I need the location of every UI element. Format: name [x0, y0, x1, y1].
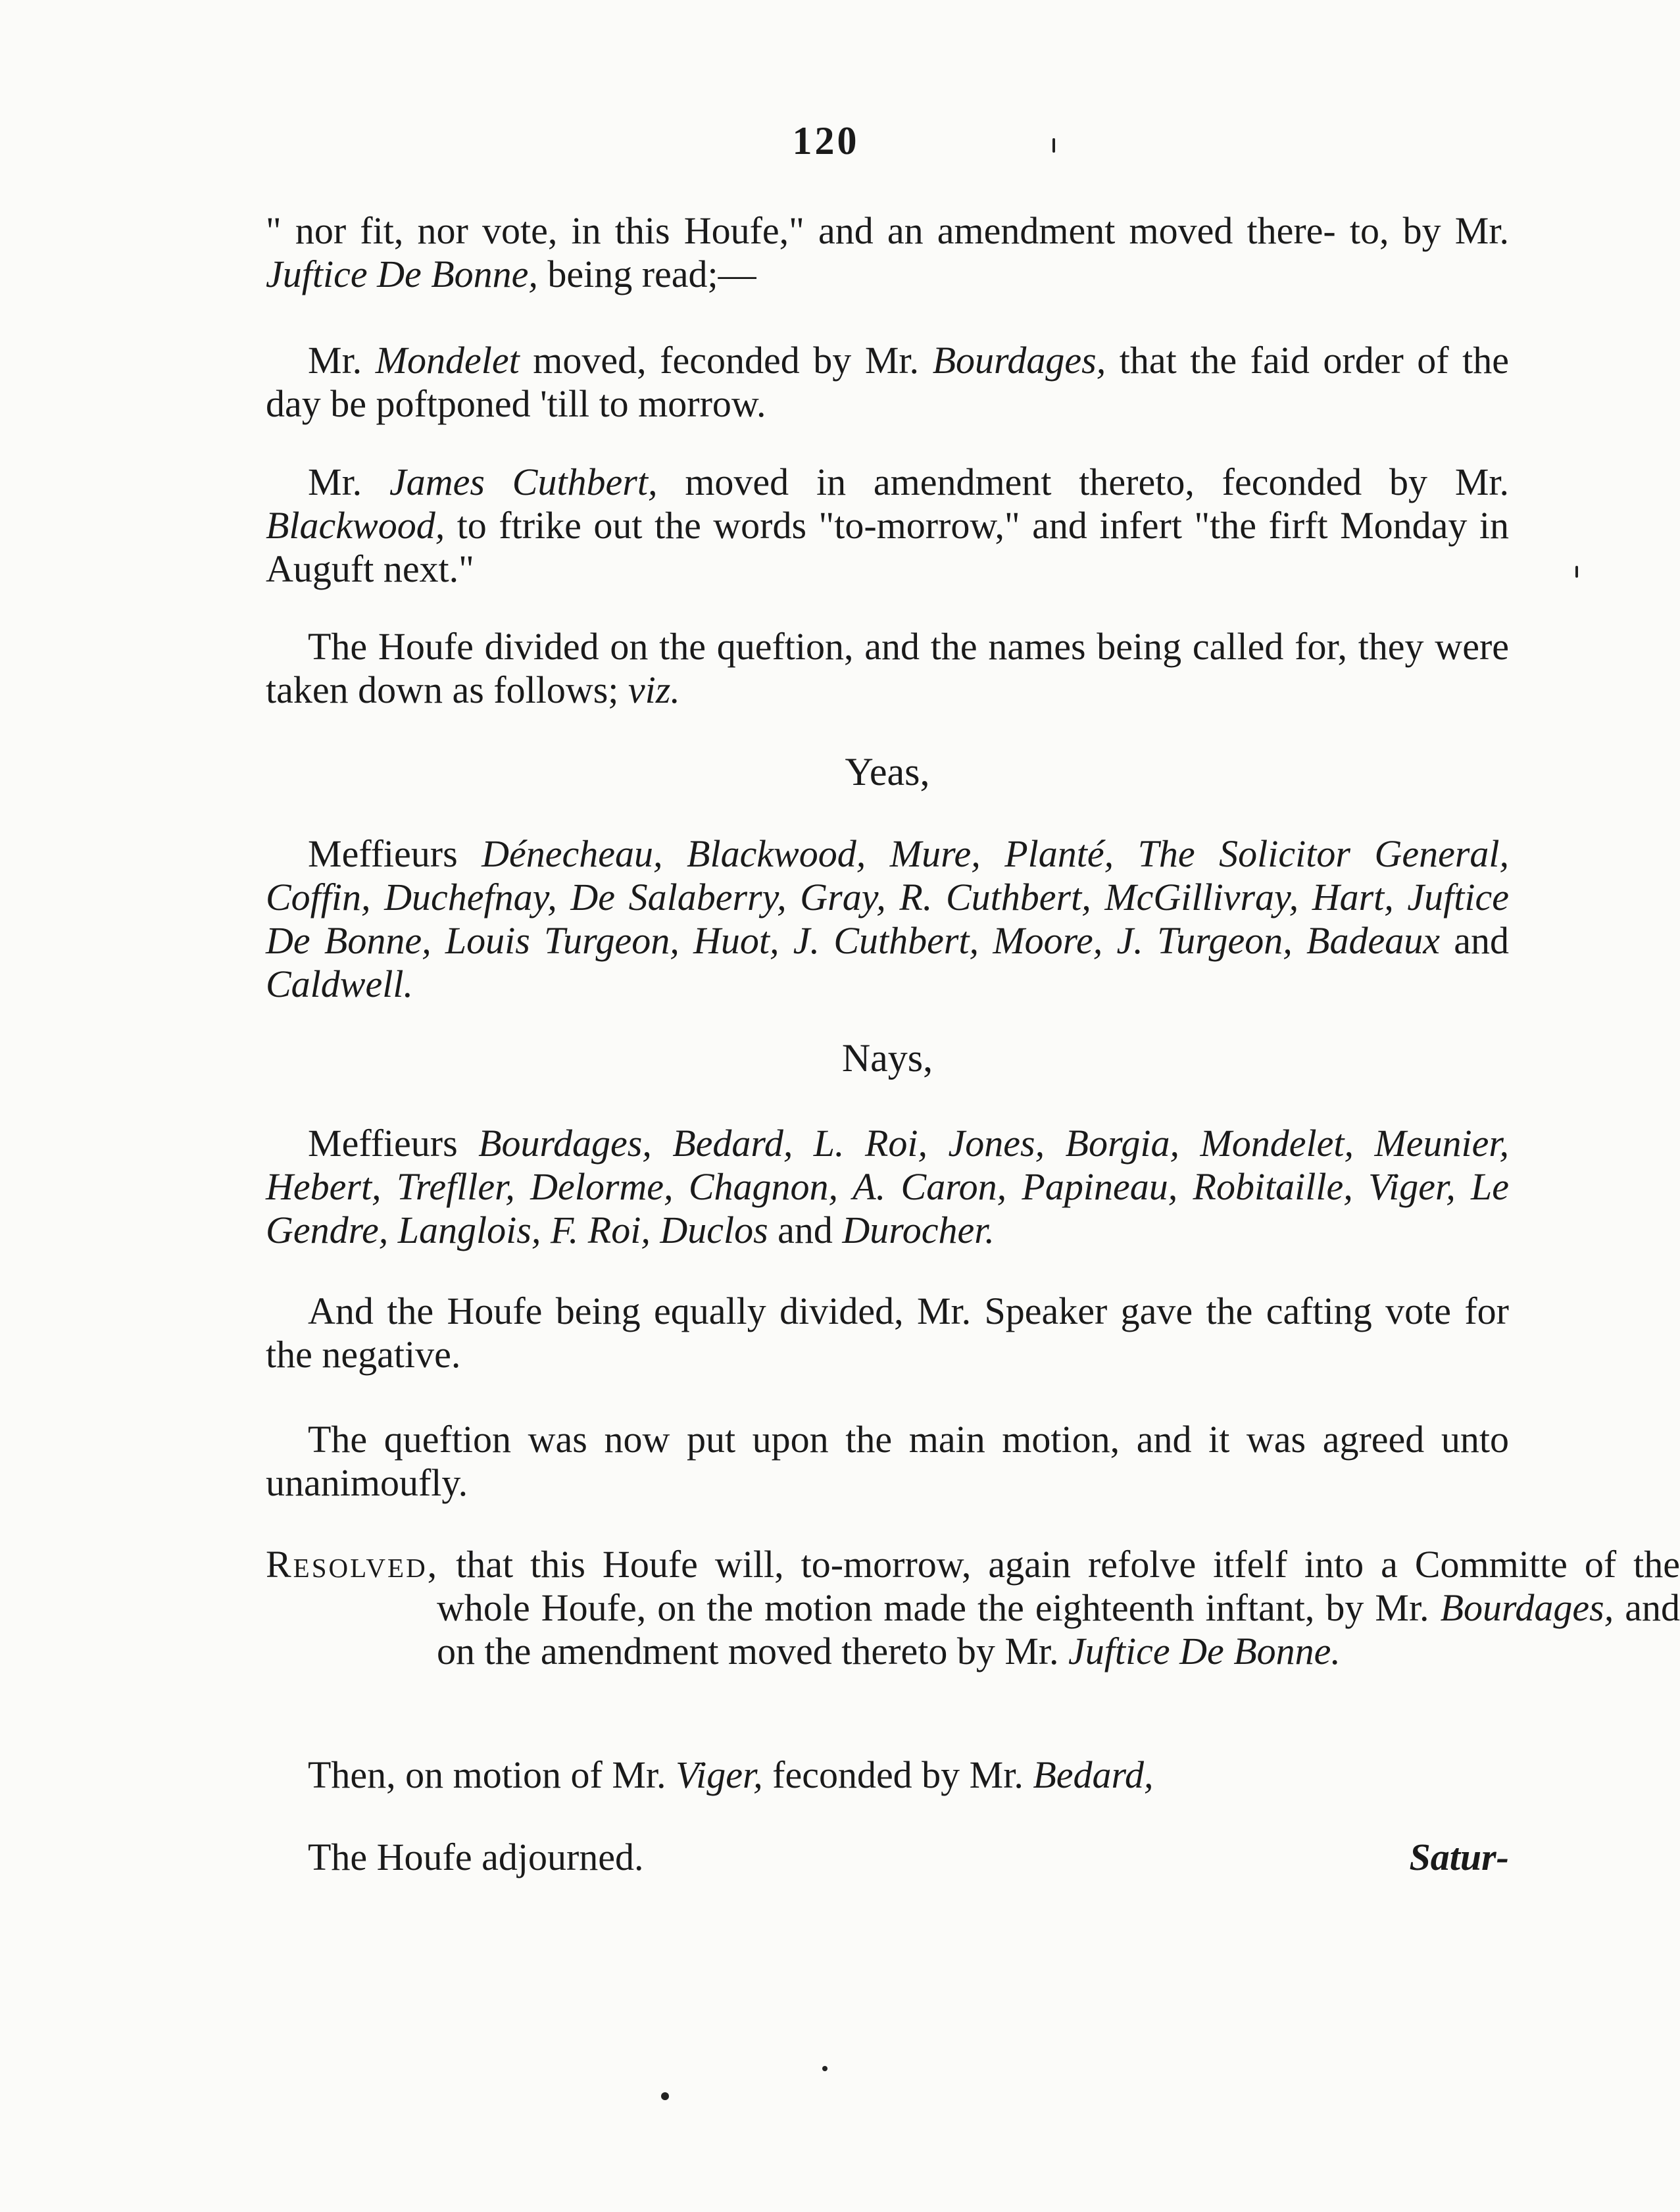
paragraph-main-motion: The queftion was now put upon the main motion, and it was agreed unto unanimoufly.: [266, 1418, 1509, 1504]
ink-speck: [661, 2092, 669, 2100]
italic-name: Durocher.: [842, 1209, 995, 1251]
ink-speck: [822, 2066, 828, 2071]
text-run: to ftrike out the words "to-morrow," and infert "the firft Monday in Auguft next.": [266, 504, 1509, 590]
paragraph-mondelet-motion: [266, 339, 1509, 426]
paragraph-house-divided: [266, 625, 1509, 712]
italic-name: Bourdages,: [932, 339, 1106, 382]
italic-name: Bourdages,: [1440, 1586, 1614, 1629]
text-run: Mr.: [308, 461, 389, 503]
italic-word: viz.: [628, 668, 680, 711]
text-run: moved, feconded by Mr.: [519, 339, 933, 382]
nays-heading: Nays,: [841, 1036, 933, 1080]
resolved-paragraph: [266, 1543, 1680, 1673]
text-run: Mr.: [308, 339, 376, 382]
nays-list: [266, 1122, 1509, 1252]
ink-speck: [1052, 138, 1055, 153]
resolved-heading: Resolved,: [266, 1543, 439, 1586]
italic-name: Viger,: [676, 1753, 763, 1796]
paragraph-viger-motion: [266, 1753, 1509, 1797]
italic-names: Dénecheau, Blackwood, Mure, Planté, The Solicitor General, Coffin, Duchefnay, De Salaberry, Gray, R. Cuthbert, McGillivray, Hart, Juftice De Bonne, Louis Turgeon, Huot, J. Cuthbert, Moore, J. Turgeon, Badeaux: [266, 832, 1510, 962]
text-run: and: [1439, 919, 1509, 962]
adjourned-text: The Houfe adjourned.: [308, 1836, 644, 1878]
text-run: that the faid order of the day be poftponed 'till to morrow.: [266, 339, 1510, 425]
italic-name: Blackwood,: [266, 504, 445, 547]
paragraph-cuthbert-amendment: [266, 461, 1509, 591]
ink-speck: [1575, 566, 1578, 578]
text-run: Then, on motion of Mr.: [308, 1753, 676, 1796]
italic-name: Juftice De Bonne,: [266, 253, 538, 295]
text-run: and: [768, 1209, 843, 1251]
paragraph-order-of-day: [266, 209, 1509, 296]
text-run: " nor fit, nor vote, in this Houfe," and an amendment moved there- to, by Mr.: [266, 209, 1509, 252]
italic-name: Bedard,: [1033, 1753, 1154, 1796]
text-run: and on the amendment moved thereto by Mr.: [437, 1586, 1680, 1672]
italic-name: Mondelet: [375, 339, 520, 382]
italic-name: James Cuthbert,: [389, 461, 658, 503]
text-run: that this Houfe will, to-morrow, again refolve itfelf into a Committe of the whole Houfe, on the motion made the eighteenth inftant, by Mr.: [437, 1543, 1680, 1629]
page-number: 120: [792, 119, 860, 163]
yeas-list: [266, 832, 1509, 1006]
italic-name: Caldwell.: [266, 963, 413, 1005]
italic-names: Bourdages, Bedard, L. Roi, Jones, Borgia, Mondelet, Meunier, Hebert, Trefller, Delorme, Chagnon, A. Caron, Papineau, Robitaille, Viger, Le Gendre, Langlois, F. Roi, Duclos: [266, 1122, 1509, 1251]
text-run: Meffieurs: [308, 1122, 479, 1165]
italic-name: Juftice De Bonne.: [1068, 1630, 1341, 1672]
paragraph-adjourned: [266, 1836, 1509, 1879]
text-run: The Houfe divided on the queftion, and the names being called for, they were taken down as follows;: [266, 625, 1509, 711]
text-run: moved in amendment thereto, feconded by Mr.: [657, 461, 1510, 503]
catchword: Satur-: [1409, 1836, 1509, 1878]
text-run: Meffieurs: [308, 832, 482, 875]
paragraph-casting-vote: And the Houfe being equally divided, Mr. Speaker gave the cafting vote for the negative.: [266, 1290, 1509, 1376]
yeas-heading: Yeas,: [845, 750, 930, 793]
text-run: feconded by Mr.: [762, 1753, 1033, 1796]
text-run: being read;—: [537, 253, 756, 295]
